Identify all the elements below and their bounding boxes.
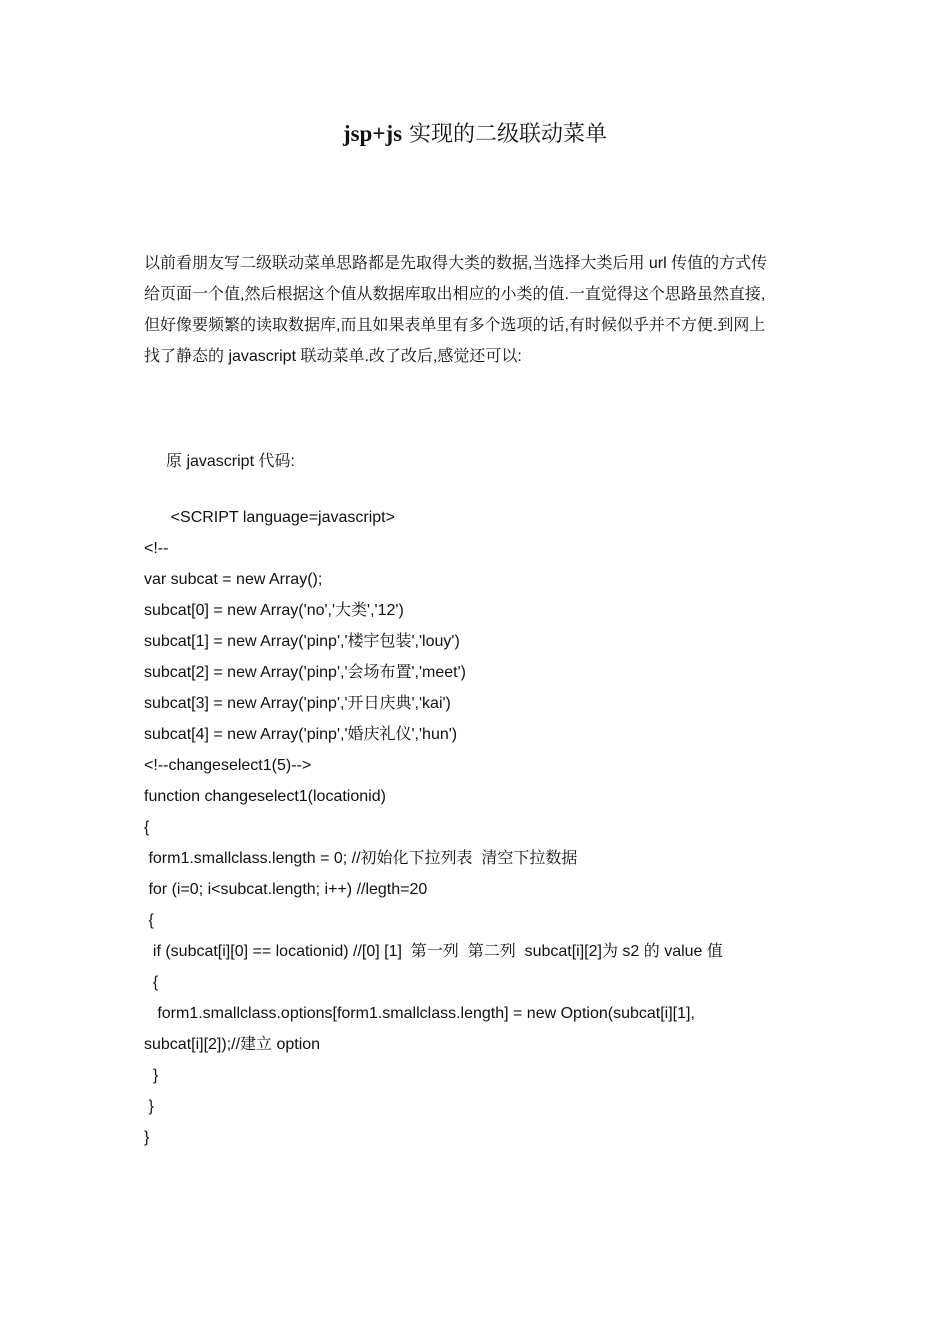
code-line: { xyxy=(144,912,154,929)
title-latin: jsp+js xyxy=(342,121,403,146)
title-cjk: 实现的二级联动菜单 xyxy=(402,122,608,147)
code-line: } xyxy=(144,1067,159,1084)
code-line: for (i=0; i<subcat.length; i++) //legth=20 xyxy=(144,881,428,898)
intro-line: 以前看朋友写二级联动菜单思路都是先取得大类的数据,当选择大类后用 url 传值的方式传 xyxy=(144,255,768,272)
code-line: <!-- xyxy=(144,540,169,557)
code-line: function changeselect1(locationid) xyxy=(144,788,386,805)
code-line: subcat[4] = new Array('pinp','婚庆礼仪','hun') xyxy=(144,726,458,743)
code-line: form1.smallclass.options[form1.smallclass.length] = new Option(subcat[i][1], xyxy=(144,1005,695,1022)
code-line: if (subcat[i][0] == locationid) //[0] [1] 第一列 第二列 subcat[i][2]为 s2 的 value 值 xyxy=(144,943,723,960)
code-line: <SCRIPT language=javascript> xyxy=(144,509,395,526)
code-line: form1.smallclass.length = 0; //初始化下拉列表 清空下拉数据 xyxy=(144,850,578,867)
code-line: var subcat = new Array(); xyxy=(144,571,323,588)
document-title xyxy=(0,118,950,151)
code-line: } xyxy=(144,1098,154,1115)
intro-line: 找了静态的 javascript 联动菜单.改了改后,感觉还可以: xyxy=(144,348,522,365)
code-line: { xyxy=(144,819,150,836)
code-line: subcat[3] = new Array('pinp','开日庆典','kai') xyxy=(144,695,451,712)
code-block xyxy=(144,502,844,1153)
original-code-label: 原 javascript 代码: xyxy=(166,453,295,470)
code-line: subcat[0] = new Array('no','大类','12') xyxy=(144,602,404,619)
code-line: } xyxy=(144,1129,150,1146)
intro-paragraph xyxy=(144,248,800,372)
code-line: subcat[1] = new Array('pinp','楼宇包装','louy') xyxy=(144,633,460,650)
code-line: { xyxy=(144,974,159,991)
code-line: <!--changeselect1(5)--> xyxy=(144,757,312,774)
intro-line: 但好像要频繁的读取数据库,而且如果表单里有多个选项的话,有时候似乎并不方便.到网上 xyxy=(144,317,766,334)
intro-line: 给页面一个值,然后根据这个值从数据库取出相应的小类的值.一直觉得这个思路虽然直接, xyxy=(144,286,766,303)
code-line: subcat[2] = new Array('pinp','会场布置','meet') xyxy=(144,664,467,681)
code-line: subcat[i][2]);//建立 option xyxy=(144,1036,321,1053)
